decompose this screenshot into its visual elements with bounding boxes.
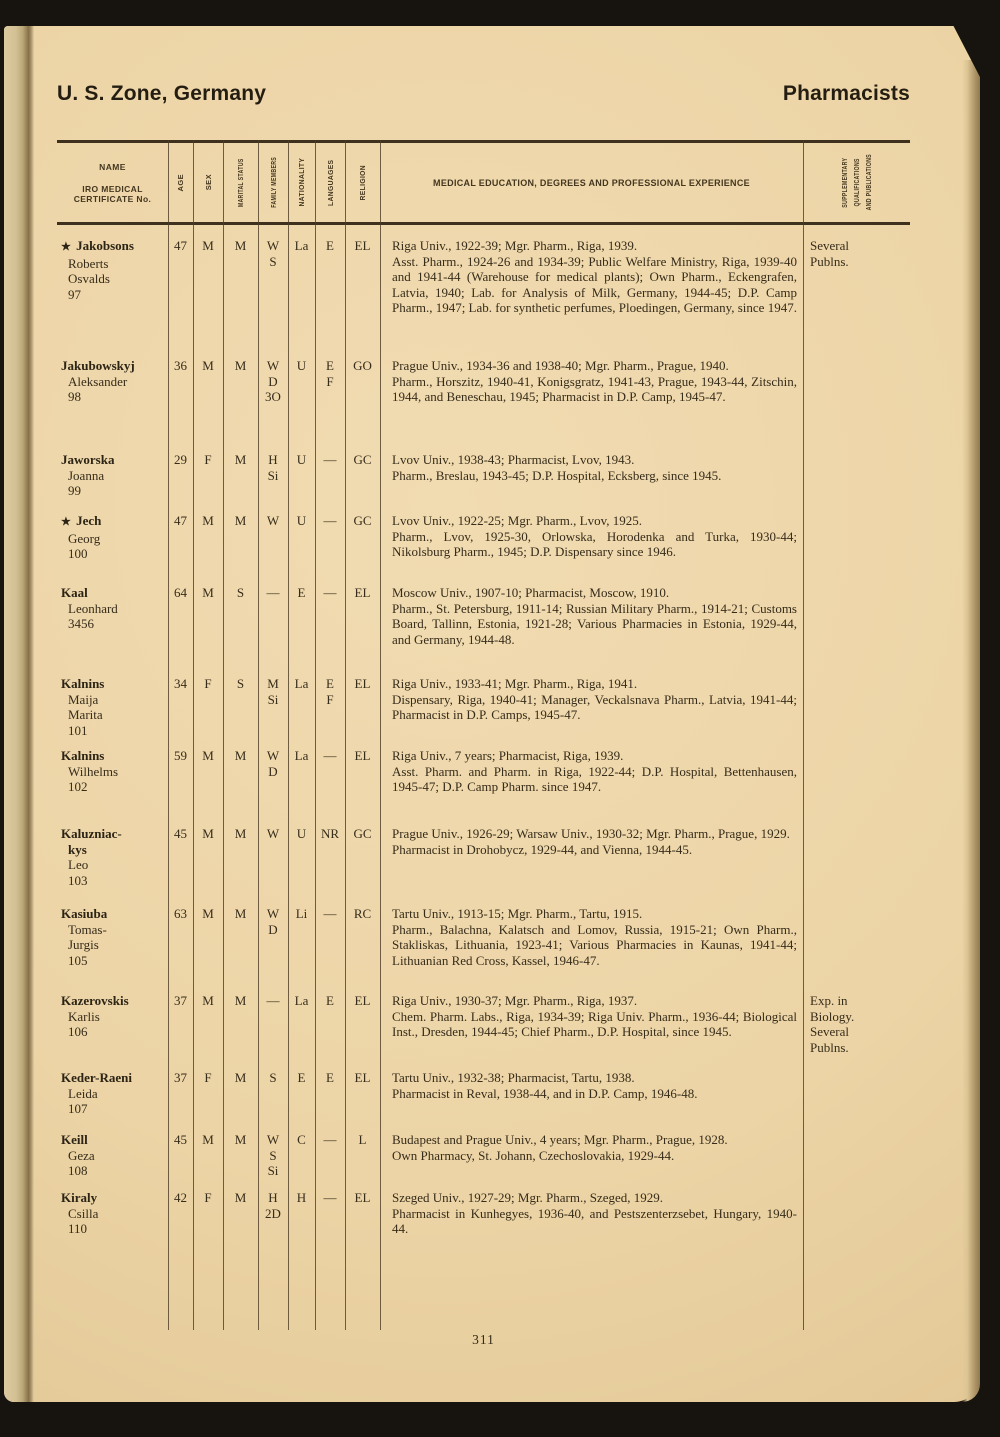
- experience-paragraph: Szeged Univ., 1927-29; Mgr. Pharm., Szeged, 1929.: [392, 1190, 664, 1205]
- surname-line: Kaluzniac-: [61, 826, 122, 841]
- name-cell: [57, 1132, 168, 1177]
- given-name-line: Joanna: [68, 467, 105, 483]
- nationality-cell: La: [294, 676, 309, 691]
- family-members-cell: [258, 1132, 288, 1177]
- experience-paragraph: Riga Univ., 1933-41; Mgr. Pharm., Riga, 1941.: [392, 676, 638, 691]
- family-member-code: W: [266, 358, 280, 373]
- experience-cell: [380, 1132, 803, 1177]
- supplementary-cell: [803, 906, 910, 980]
- religion-cell: EL: [354, 748, 371, 763]
- given-name-line: Roberts: [68, 255, 109, 271]
- certificate-number: 102: [68, 779, 88, 794]
- supplementary-line: Several: [810, 238, 849, 253]
- page-number: 311: [472, 1332, 495, 1347]
- table-header-row: [57, 143, 910, 222]
- experience-paragraph: Lvov Univ., 1922-25; Mgr. Pharm., Lvov, 1925.: [392, 513, 642, 528]
- family-member-code: Si: [267, 691, 279, 707]
- language-code: E: [326, 993, 334, 1008]
- religion-cell: GO: [353, 358, 372, 373]
- certificate-number: 3456: [68, 616, 94, 631]
- certificate-number: 98: [68, 389, 81, 404]
- surname-line: Kazerovskis: [61, 993, 129, 1008]
- column-header-nationality: NATIONALITY: [297, 158, 306, 207]
- supplementary-cell: [803, 1070, 910, 1119]
- table-row: [57, 663, 910, 738]
- supplementary-line: Publns.: [810, 1039, 849, 1055]
- experience-paragraph: Tartu Univ., 1932-38; Pharmacist, Tartu, 1938.: [392, 1070, 635, 1085]
- experience-paragraph: Riga Univ., 7 years; Pharmacist, Riga, 1939.: [392, 748, 624, 763]
- experience-paragraph: Riga Univ., 1922-39; Mgr. Pharm., Riga, 1939.: [392, 238, 638, 253]
- family-member-code: D: [268, 921, 278, 937]
- marital-status-cell: M: [234, 513, 247, 528]
- table-row: [57, 1119, 910, 1177]
- experience-paragraph: Budapest and Prague Univ., 4 years; Mgr. Pharm., Prague, 1928.: [392, 1132, 728, 1147]
- experience-paragraph: Pharm., St. Petersburg, 1911-14; Russian Military Pharm., 1914-21; Customs Board, Tallinn, Estonia, 1921-28; Various Pharmacies in Estonia, 1929-44, and Germany, 1944-48.: [392, 600, 797, 647]
- family-member-code: —: [266, 993, 280, 1008]
- marital-status-cell: M: [234, 748, 247, 763]
- certificate-number: 110: [68, 1221, 88, 1236]
- religion-cell: L: [358, 1132, 367, 1147]
- surname-line: Jakubowskyj: [61, 358, 135, 373]
- family-member-code: 3O: [265, 389, 281, 404]
- given-name-line: Wilhelms: [68, 763, 119, 779]
- family-member-code: 2D: [265, 1205, 281, 1221]
- age-cell: 47: [174, 513, 187, 528]
- family-members-cell: [258, 358, 288, 439]
- marital-status-cell: S: [236, 676, 245, 691]
- language-code: —: [323, 906, 337, 921]
- supplementary-line: Several: [810, 1024, 849, 1039]
- sex-cell: M: [202, 585, 214, 600]
- experience-paragraph: Pharm., Breslau, 1943-45; D.P. Hospital, Ecksberg, since 1945.: [392, 467, 722, 483]
- given-name-line: Geza: [68, 1147, 95, 1163]
- family-member-code: W: [266, 906, 280, 921]
- table-row: [57, 893, 910, 980]
- experience-paragraph: Prague Univ., 1926-29; Warsaw Univ., 1930-32; Mgr. Pharm., Prague, 1929.: [392, 826, 790, 841]
- religion-cell: EL: [354, 585, 371, 600]
- supplementary-line: Biology.: [810, 1008, 855, 1024]
- supplementary-cell: [803, 238, 910, 345]
- column-header-name: NAME IRO MEDICAL CERTIFICATE No.: [73, 161, 152, 204]
- column-header-supplementary: SUPPLEMENTARY QUALIFICATIONS AND PUBLICATIONS: [840, 154, 873, 211]
- nationality-cell: E: [297, 585, 306, 600]
- surname-line: Kiraly: [61, 1190, 98, 1205]
- languages-cell: [315, 452, 345, 500]
- marital-status-cell: M: [234, 993, 247, 1008]
- marital-status-cell: M: [234, 906, 247, 921]
- table-row: [57, 1057, 910, 1119]
- family-members-cell: [258, 452, 288, 500]
- language-code: —: [323, 585, 337, 600]
- experience-cell: [380, 906, 803, 980]
- certificate-number: 100: [68, 546, 88, 561]
- family-member-code: Si: [267, 467, 279, 483]
- language-code: F: [326, 691, 334, 707]
- language-code: —: [323, 513, 337, 528]
- experience-paragraph: Pharmacist in Kunhegyes, 1936-40, and Pestszenterzsebet, Hungary, 1940-44.: [392, 1205, 797, 1236]
- supplementary-cell: [803, 826, 910, 893]
- experience-paragraph: Own Pharmacy, St. Johann, Czechoslovakia, 1929-44.: [392, 1147, 675, 1163]
- family-members-cell: [258, 676, 288, 735]
- supplementary-line: Publns.: [810, 253, 849, 269]
- column-header-experience: MEDICAL EDUCATION, DEGREES AND PROFESSIONAL EXPERIENCE: [433, 177, 750, 188]
- sex-cell: M: [202, 238, 214, 253]
- experience-paragraph: Dispensary, Riga, 1940-41; Manager, Veckalsnava Pharm., Latvia, 1941-44; Pharmacist in D.P. Camps, 1945-47.: [392, 691, 797, 722]
- supplementary-cell: [803, 748, 910, 813]
- surname-line: kys: [68, 841, 87, 857]
- family-member-code: —: [266, 585, 280, 600]
- experience-paragraph: Asst. Pharm., 1924-26 and 1934-39; Public Welfare Ministry, Riga, 1939-40 and 1941-44 (Warehouse for medical plants); Own Pharm., Eckengrafen, Latvia, 1940; Lab. for Analysis of Milk, Germany, 1944-45; D.P. Camp Pharm., 1947; Lab. for synthetic perfumes, Ploedingen, Germany, since 1947.: [392, 253, 797, 315]
- family-member-code: D: [268, 763, 278, 779]
- surname-line: Kasiuba: [61, 906, 108, 921]
- languages-cell: [315, 585, 345, 663]
- experience-paragraph: Prague Univ., 1934-36 and 1938-40; Mgr. Pharm., Prague, 1940.: [392, 358, 729, 373]
- experience-cell: [380, 826, 803, 893]
- running-head-section: Pharmacists: [782, 82, 910, 105]
- certificate-number: 105: [68, 952, 88, 968]
- religion-cell: EL: [354, 993, 371, 1008]
- experience-cell: [380, 993, 803, 1057]
- languages-cell: [315, 676, 345, 735]
- experience-cell: [380, 238, 803, 345]
- supplementary-cell: [803, 358, 910, 439]
- family-member-code: S: [269, 1070, 277, 1085]
- sex-cell: F: [204, 1190, 212, 1205]
- family-members-cell: [258, 1190, 288, 1330]
- supplementary-line: Exp. in: [810, 993, 848, 1008]
- name-cell: [57, 358, 168, 439]
- name-cell: [57, 676, 168, 738]
- sex-cell: M: [202, 826, 214, 841]
- family-members-cell: [258, 585, 288, 663]
- supplementary-cell: [803, 1190, 910, 1330]
- surname-line: Jaworska: [61, 452, 115, 467]
- certificate-number: 99: [68, 483, 81, 498]
- sex-cell: M: [202, 513, 214, 528]
- age-cell: 64: [174, 585, 187, 600]
- supplementary-cell: [803, 513, 910, 572]
- nationality-cell: C: [297, 1132, 306, 1147]
- surname-line: ★ Jakobsons: [61, 238, 134, 253]
- table-row: [57, 735, 910, 813]
- table-row: [57, 345, 910, 439]
- religion-cell: GC: [353, 513, 372, 528]
- sex-cell: F: [204, 1070, 212, 1085]
- marital-status-cell: M: [234, 1070, 247, 1085]
- languages-cell: [315, 1070, 345, 1119]
- table-row: [57, 439, 910, 500]
- surname-line: Kalnins: [61, 676, 105, 691]
- family-members-cell: [258, 826, 288, 893]
- nationality-cell: U: [296, 452, 307, 467]
- family-members-cell: [258, 906, 288, 980]
- family-members-cell: [258, 513, 288, 572]
- column-header-age: AGE: [176, 173, 185, 192]
- table-row: [57, 500, 910, 572]
- running-head-zone: U. S. Zone, Germany: [57, 82, 267, 105]
- given-name-line: Marita: [68, 707, 103, 722]
- name-cell: [57, 513, 168, 572]
- nationality-cell: U: [296, 826, 307, 841]
- supplementary-cell: [803, 452, 910, 500]
- name-cell: [57, 993, 168, 1057]
- family-member-code: W: [266, 826, 280, 841]
- name-cell: [57, 906, 168, 980]
- family-members-cell: [258, 238, 288, 345]
- name-cell: [57, 1070, 168, 1119]
- languages-cell: [315, 993, 345, 1057]
- family-member-code: W: [266, 1132, 280, 1147]
- sex-cell: M: [202, 906, 214, 921]
- given-name-line: Georg: [68, 530, 101, 546]
- language-code: —: [323, 1132, 337, 1147]
- family-member-code: W: [266, 513, 280, 528]
- nationality-cell: Li: [295, 906, 308, 921]
- languages-cell: [315, 906, 345, 980]
- column-header-languages: LANGUAGES: [325, 159, 335, 206]
- family-member-code: W: [266, 748, 280, 763]
- religion-cell: GC: [353, 826, 372, 841]
- marital-status-cell: S: [236, 585, 245, 600]
- family-member-code: W: [266, 238, 280, 253]
- languages-cell: [315, 513, 345, 572]
- family-member-code: S: [269, 1147, 277, 1163]
- column-header-family-members: FAMILY MEMBERS: [268, 157, 278, 208]
- experience-paragraph: Pharmacist in Drohobycz, 1929-44, and Vienna, 1944-45.: [392, 841, 693, 857]
- certificate-number: 106: [68, 1024, 88, 1039]
- nationality-cell: E: [297, 1070, 306, 1085]
- nationality-cell: La: [294, 238, 309, 253]
- age-cell: 37: [174, 993, 187, 1008]
- languages-cell: [315, 238, 345, 345]
- experience-paragraph: Pharm., Horszitz, 1940-41, Konigsgratz, 1941-43, Prague, 1943-44, Zitschin, 1944, and Beneschau, 1945; Pharmacist in D.P. Camp, 1945-47.: [392, 373, 797, 404]
- supplementary-cell: [803, 993, 910, 1057]
- supplementary-cell: [803, 1132, 910, 1177]
- experience-cell: [380, 452, 803, 500]
- given-name-line: Leonhard: [68, 600, 118, 616]
- language-code: —: [323, 748, 337, 763]
- name-cell: [57, 452, 168, 500]
- language-code: E: [326, 1070, 334, 1085]
- experience-paragraph: Asst. Pharm. and Pharm. in Riga, 1922-44; D.P. Hospital, Bettenhausen, 1945-47; D.P. Camp Pharm. since 1947.: [392, 763, 797, 794]
- family-member-code: Si: [267, 1163, 279, 1178]
- family-member-code: D: [268, 373, 278, 389]
- language-code: E: [326, 238, 334, 253]
- age-cell: 29: [174, 452, 187, 467]
- language-code: —: [323, 1190, 337, 1205]
- nationality-cell: La: [294, 748, 309, 763]
- name-cell: [57, 826, 168, 893]
- age-cell: 36: [174, 358, 187, 373]
- nationality-cell: U: [296, 513, 307, 528]
- given-name-line: Karlis: [68, 1008, 100, 1024]
- given-name-line: Aleksander: [68, 373, 128, 389]
- experience-paragraph: Pharm., Balachna, Kalatsch and Lomov, Russia, 1915-21; Own Pharm., Stakliskas, Lithuania, 1923-41; Various Pharmacies in Kaunas, 1941-44; Lithuanian Red Cross, Kassel, 1946-47.: [392, 921, 797, 968]
- age-cell: 63: [174, 906, 187, 921]
- sex-cell: M: [202, 358, 214, 373]
- family-members-cell: [258, 748, 288, 813]
- given-name-line: Csilla: [68, 1205, 99, 1221]
- marital-status-cell: M: [234, 452, 247, 467]
- age-cell: 42: [174, 1190, 187, 1205]
- age-cell: 34: [174, 676, 187, 691]
- sex-cell: M: [202, 1132, 214, 1147]
- sex-cell: F: [204, 452, 212, 467]
- name-cell: [57, 585, 168, 663]
- table-row: [57, 1177, 910, 1330]
- age-cell: 45: [174, 1132, 187, 1147]
- age-cell: 45: [174, 826, 187, 841]
- language-code: NR: [320, 826, 340, 841]
- family-members-cell: [258, 993, 288, 1057]
- experience-paragraph: Riga Univ., 1930-37; Mgr. Pharm., Riga, 1937.: [392, 993, 638, 1008]
- languages-cell: [315, 826, 345, 893]
- family-member-code: H: [268, 452, 278, 467]
- page-content: [4, 26, 980, 1402]
- book-page: [4, 26, 980, 1402]
- table-row: [57, 813, 910, 893]
- experience-cell: [380, 1070, 803, 1119]
- religion-cell: EL: [354, 238, 371, 253]
- given-name-line: Leida: [68, 1085, 98, 1101]
- languages-cell: [315, 358, 345, 439]
- column-header-sex: SEX: [203, 174, 213, 191]
- age-cell: 59: [174, 748, 187, 763]
- experience-cell: [380, 585, 803, 663]
- table-row: [57, 980, 910, 1057]
- language-code: F: [326, 373, 334, 389]
- religion-cell: EL: [354, 676, 371, 691]
- surname-line: ★ Jech: [61, 513, 102, 528]
- languages-cell: [315, 748, 345, 813]
- family-member-code: M: [267, 676, 279, 691]
- certificate-number: 108: [68, 1163, 88, 1178]
- language-code: E: [326, 358, 334, 373]
- star-icon: ★: [61, 241, 71, 253]
- marital-status-cell: M: [234, 826, 247, 841]
- certificate-number: 103: [68, 872, 88, 888]
- religion-cell: RC: [353, 906, 372, 921]
- given-name-line: Jurgis: [68, 937, 99, 952]
- given-name-line: Leo: [68, 857, 89, 872]
- experience-paragraph: Pharm., Lvov, 1925-30, Orlowska, Horodenka and Turka, 1930-44; Nikolsburg Pharm., 1945; D.P. Dispensary since 1946.: [392, 528, 797, 559]
- experience-cell: [380, 748, 803, 813]
- name-cell: [57, 238, 168, 345]
- experience-paragraph: Tartu Univ., 1913-15; Mgr. Pharm., Tartu, 1915.: [392, 906, 643, 921]
- religion-cell: GC: [353, 452, 372, 467]
- languages-cell: [315, 1190, 345, 1330]
- name-cell: [57, 748, 168, 813]
- nationality-cell: U: [296, 358, 307, 373]
- sex-cell: M: [202, 993, 214, 1008]
- surname-line: Kalnins: [61, 748, 105, 763]
- surname-line: Keill: [61, 1132, 88, 1147]
- age-cell: 37: [174, 1070, 187, 1085]
- supplementary-cell: [803, 585, 910, 663]
- nationality-cell: H: [296, 1190, 307, 1205]
- religion-cell: EL: [354, 1190, 371, 1205]
- experience-paragraph: Pharmacist in Reval, 1938-44, and in D.P. Camp, 1946-48.: [392, 1085, 698, 1101]
- language-code: —: [323, 452, 337, 467]
- nationality-cell: La: [294, 993, 309, 1008]
- star-icon: ★: [61, 516, 71, 528]
- column-header-religion: RELIGION: [358, 164, 367, 201]
- experience-paragraph: Moscow Univ., 1907-10; Pharmacist, Moscow, 1910.: [392, 585, 670, 600]
- certificate-number: 97: [68, 286, 81, 302]
- name-cell: [57, 1190, 168, 1330]
- marital-status-cell: M: [234, 358, 247, 373]
- religion-cell: EL: [354, 1070, 371, 1085]
- supplementary-cell: [803, 676, 910, 735]
- certificate-number: 107: [68, 1101, 88, 1116]
- family-members-cell: [258, 1070, 288, 1119]
- surname-line: Keder-Raeni: [61, 1070, 132, 1085]
- experience-cell: [380, 513, 803, 572]
- marital-status-cell: M: [234, 1132, 247, 1147]
- experience-cell: [380, 1190, 803, 1330]
- experience-cell: [380, 676, 803, 735]
- certificate-number: 101: [68, 722, 88, 738]
- sex-cell: F: [204, 676, 212, 691]
- languages-cell: [315, 1132, 345, 1177]
- column-header-marital-status: MARITAL STATUS: [236, 158, 245, 207]
- age-cell: 47: [174, 238, 187, 253]
- surname-line: Kaal: [61, 585, 88, 600]
- experience-cell: [380, 358, 803, 439]
- running-head: [57, 82, 910, 106]
- experience-paragraph: Lvov Univ., 1938-43; Pharmacist, Lvov, 1943.: [392, 452, 635, 467]
- given-name-line: Maija: [68, 691, 99, 707]
- given-name-line: Tomas-: [68, 921, 107, 937]
- language-code: E: [326, 676, 334, 691]
- table-body: [57, 225, 910, 1330]
- marital-status-cell: M: [234, 238, 247, 253]
- marital-status-cell: M: [234, 1190, 247, 1205]
- sex-cell: M: [202, 748, 214, 763]
- table-row: [57, 572, 910, 663]
- table-row: [57, 225, 910, 345]
- family-member-code: S: [269, 253, 277, 269]
- family-member-code: H: [268, 1190, 278, 1205]
- given-name-line: Osvalds: [68, 271, 110, 286]
- pharmacists-table: [57, 140, 910, 1330]
- experience-paragraph: Chem. Pharm. Labs., Riga, 1934-39; Riga Univ. Pharm., 1936-44; Biological Inst., Dresden, 1944-45; Chief Pharm., D.P. Hospital, since 1945.: [392, 1008, 797, 1039]
